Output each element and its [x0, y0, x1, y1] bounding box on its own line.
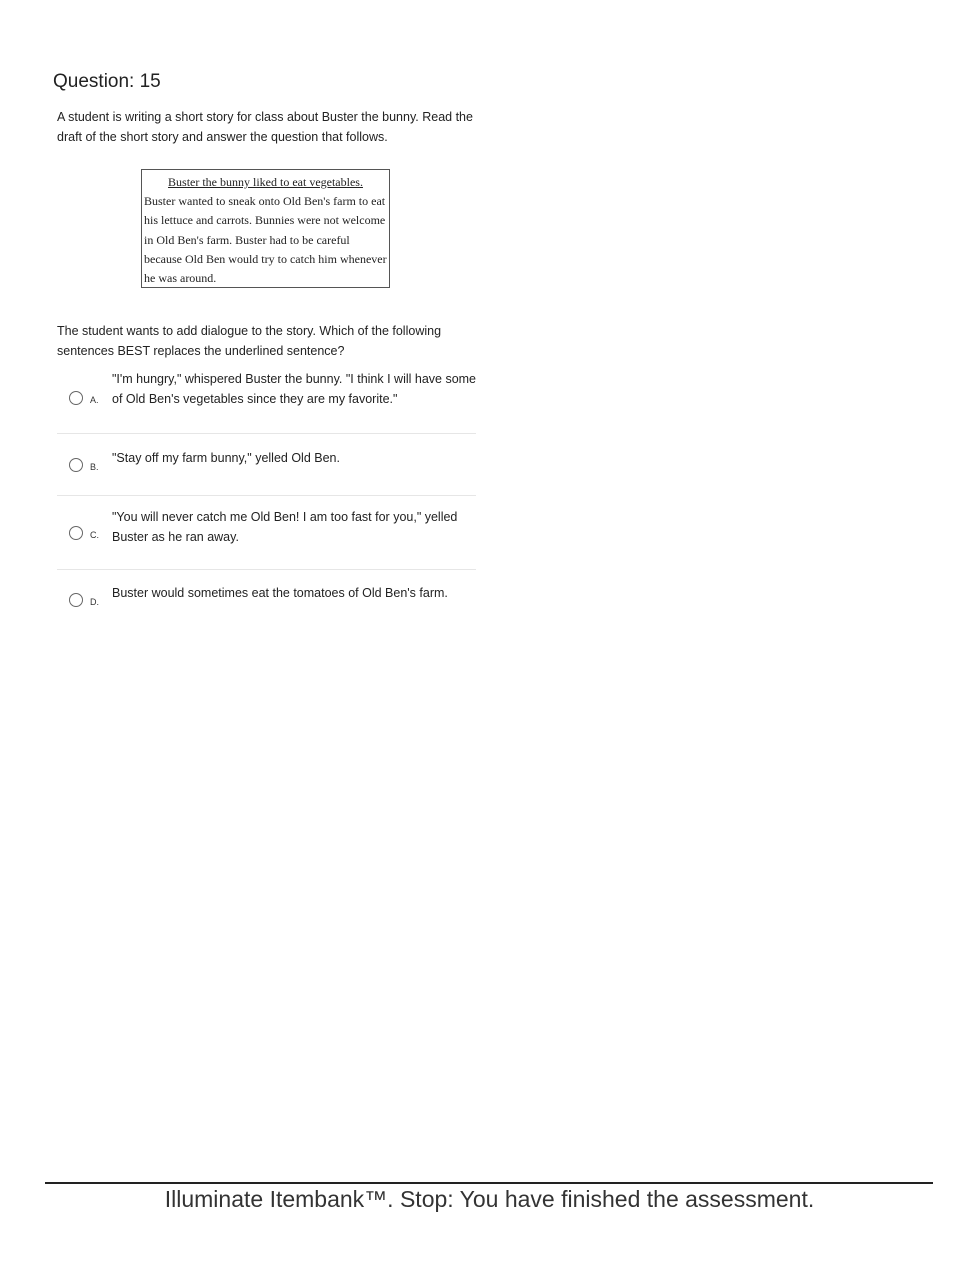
choice-letter: C. [90, 529, 99, 540]
radio-button-icon[interactable] [69, 526, 83, 540]
radio-button-icon[interactable] [69, 458, 83, 472]
question-intro: A student is writing a short story for class about Buster the bunny. Read the draft of the short story and answer the question that follows. [57, 110, 473, 144]
answer-choice-d[interactable] [57, 570, 476, 630]
answer-choice-b[interactable] [57, 434, 476, 496]
passage-body: Buster wanted to sneak onto Old Ben's farm to eat his lettuce and carrots. Bunnies were not welcome in Old Ben's farm. Buster had to be careful because Old Ben would try to catch him whenever he was around. [144, 194, 387, 286]
choice-text: "You will never catch me Old Ben! I am too fast for you," yelled Buster as he ran away. [112, 510, 458, 544]
answer-choices [57, 362, 476, 630]
footer-text: Illuminate Itembank™. Stop: You have finished the assessment. [164, 1186, 815, 1212]
choice-letter: D. [90, 597, 99, 607]
choice-text: "I'm hungry," whispered Buster the bunny. "I think I will have some of Old Ben's vegetables since they are my favorite." [112, 372, 477, 406]
answer-choice-c[interactable] [57, 496, 476, 570]
underlined-sentence: Buster the bunny liked to eat vegetables. [168, 175, 363, 189]
story-passage-box [141, 169, 390, 288]
choice-text: "Stay off my farm bunny," yelled Old Ben. [112, 451, 340, 465]
radio-button-icon[interactable] [69, 391, 83, 405]
choice-letter: A. [90, 394, 99, 405]
answer-choice-a[interactable] [57, 362, 476, 434]
choice-letter: B. [90, 461, 99, 472]
radio-button-icon[interactable] [69, 593, 83, 607]
choice-text: Buster would sometimes eat the tomatoes of Old Ben's farm. [112, 586, 448, 600]
question-title: Question: 15 [53, 71, 161, 92]
question-prompt: The student wants to add dialogue to the story. Which of the following sentences BEST replaces the underlined sentence? [57, 324, 442, 358]
